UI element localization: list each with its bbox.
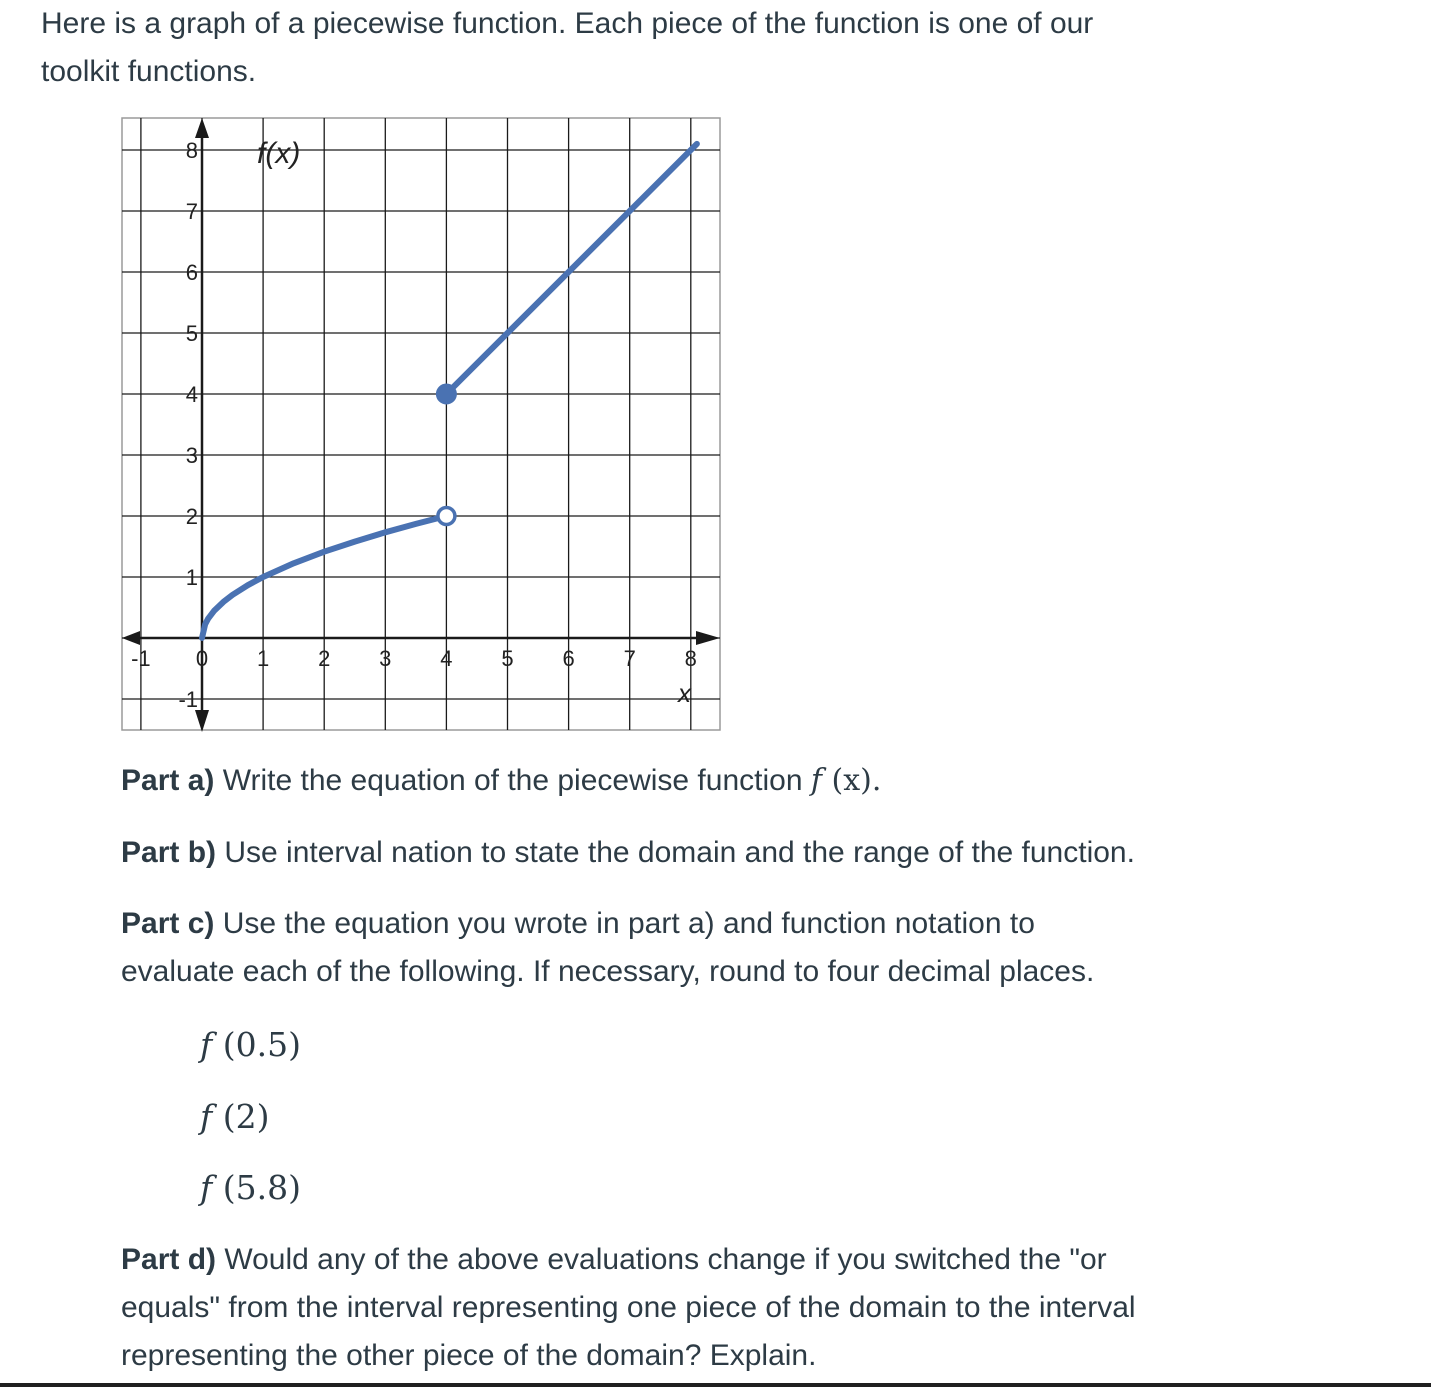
eval-fn: f — [200, 1168, 213, 1207]
part-b-label: Part b) — [121, 836, 217, 869]
x-axis-arrow-right — [696, 631, 720, 645]
part-b — [121, 829, 1221, 877]
y-tick-label: 1 — [185, 565, 198, 590]
y-axis-arrow-up — [195, 118, 209, 138]
eval-arg: (2) — [212, 1097, 270, 1136]
x-tick-label: 2 — [318, 646, 331, 671]
eval-f-2 — [200, 1097, 269, 1137]
math-argument: (x). — [821, 763, 882, 798]
math-function-name: f — [810, 763, 822, 798]
y-tick-label: -1 — [178, 687, 198, 712]
x-tick-label: 1 — [256, 646, 270, 671]
x-axis-arrow-left — [122, 631, 140, 645]
part-c-label: Part c) — [121, 907, 215, 940]
y-tick-label: 5 — [185, 321, 198, 346]
x-tick-label: 0 — [195, 646, 209, 671]
part-b-text: Use interval nation to state the domain and the range of the function. — [216, 836, 1135, 869]
x-tick-label: 5 — [501, 646, 514, 671]
part-d-text-1: Would any of the above evaluations change if you switched the "or — [216, 1243, 1107, 1276]
eval-fn: f — [200, 1097, 213, 1136]
y-tick-label: 6 — [185, 260, 198, 285]
part-c-text-1: Use the equation you wrote in part a) and function notation to — [214, 907, 1035, 940]
open-endpoint — [438, 508, 455, 525]
y-axis-label: f(x) — [257, 137, 301, 170]
piecewise-function-graph — [110, 110, 730, 735]
part-a-label: Part a) — [121, 764, 215, 797]
eval-arg: (5.8) — [212, 1168, 301, 1207]
y-tick-label: 8 — [185, 138, 198, 163]
eval-f-5-8 — [200, 1168, 301, 1208]
intro-line-2: toolkit functions. — [41, 55, 257, 88]
part-d-label: Part d) — [121, 1243, 217, 1276]
x-tick-label: 4 — [440, 646, 453, 671]
part-d-text-2: equals" from the interval representing one piece of the domain to the interval — [121, 1291, 1136, 1324]
x-axis-label: x — [678, 678, 691, 708]
y-tick-label: 3 — [185, 443, 198, 468]
y-axis-arrow-down — [195, 710, 209, 732]
eval-arg: (0.5) — [212, 1025, 301, 1064]
intro-line-1: Here is a graph of a piecewise function. Each piece of the function is one of our — [41, 7, 1094, 40]
y-tick-label: 4 — [185, 382, 198, 407]
eval-fn: f — [200, 1025, 213, 1064]
intro-text — [41, 0, 1221, 96]
bottom-divider — [0, 1383, 1431, 1387]
part-d-text-3: representing the other piece of the domain? Explain. — [121, 1339, 817, 1372]
part-d — [121, 1236, 1221, 1380]
part-c — [121, 900, 1221, 996]
x-tick-label: 7 — [623, 646, 636, 671]
x-tick-label: -1 — [131, 646, 151, 671]
y-tick-label: 7 — [185, 199, 198, 224]
eval-f-0-5 — [200, 1025, 301, 1065]
x-tick-label: 8 — [684, 646, 697, 671]
part-c-text-2: evaluate each of the following. If necessary, round to four decimal places. — [121, 955, 1095, 988]
y-tick-label: 2 — [185, 504, 198, 529]
x-tick-label: 3 — [379, 646, 392, 671]
tick-labels — [131, 138, 697, 712]
part-a-text: Write the equation of the piecewise function — [214, 764, 811, 797]
closed-endpoint — [437, 385, 456, 404]
series-line-2 — [446, 144, 697, 394]
part-a-math — [811, 763, 882, 798]
function-curves — [202, 144, 697, 638]
x-tick-label: 6 — [562, 646, 575, 671]
part-a — [121, 757, 1221, 805]
